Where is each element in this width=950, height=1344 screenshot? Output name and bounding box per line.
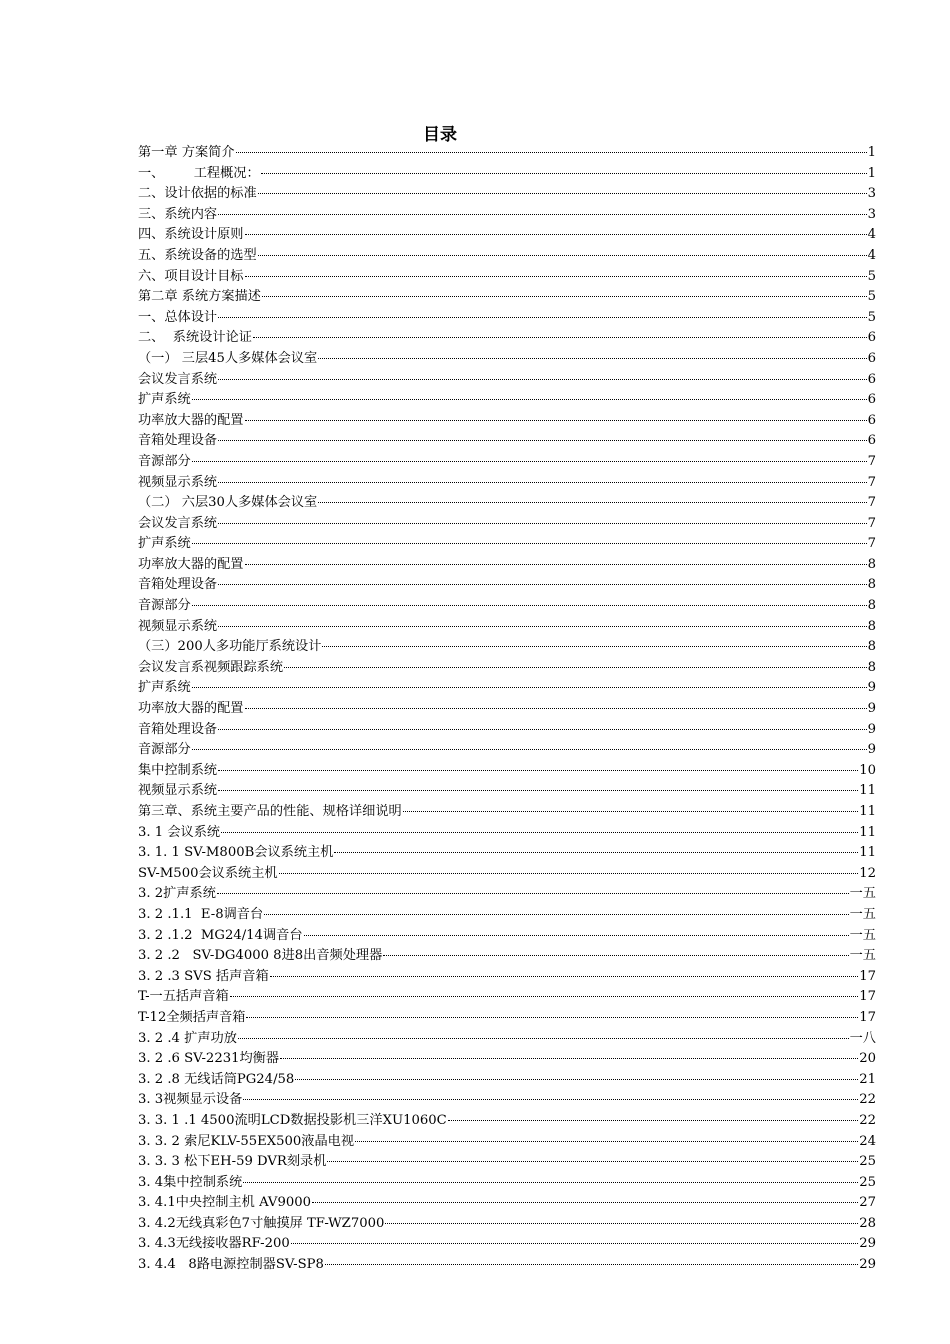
toc-entry-page-number: 9: [867, 701, 876, 717]
dot-leader: [245, 233, 867, 235]
toc-entry[interactable]: [138, 184, 876, 205]
toc-entry-page-number: 一八: [849, 1030, 876, 1046]
toc-entry-label: 音箱处理设备: [138, 577, 218, 593]
toc-entry-label: 3. 2 .3 SVS 括声音箱: [138, 968, 269, 984]
toc-entry-label: 视频显示系统: [138, 474, 218, 490]
toc-entry-page-number: 4: [867, 227, 876, 243]
toc-entry-label: T-一五括声音箱: [138, 989, 229, 1005]
toc-entry-label: 一、总体设计: [138, 309, 218, 325]
toc-entry-page-number: 21: [859, 1071, 876, 1087]
toc-entry[interactable]: [138, 555, 876, 576]
toc-entry-page-number: 7: [867, 495, 876, 511]
toc-entry-label: 功率放大器的配置: [138, 701, 244, 717]
toc-entry-page-number: 11: [859, 804, 876, 819]
dot-leader: [192, 460, 867, 462]
toc-entry[interactable]: [138, 390, 876, 411]
toc-entry-label: （二） 六层30人多媒体会议室: [138, 495, 318, 511]
dot-leader: [258, 192, 867, 194]
dot-leader: [245, 419, 867, 421]
toc-entry[interactable]: [138, 1193, 876, 1214]
toc-entry[interactable]: [138, 781, 876, 802]
toc-entry-page-number: 8: [867, 598, 876, 614]
dot-leader: [192, 398, 867, 400]
dot-leader: [264, 913, 848, 915]
toc-entry[interactable]: [138, 1173, 876, 1194]
toc-entry-label: 3. 2 .6 SV-2231均衡器: [138, 1051, 280, 1067]
toc-entry-page-number: 6: [867, 433, 876, 449]
toc-entry-label: 音源部分: [138, 742, 191, 758]
dot-leader: [385, 1222, 858, 1224]
toc-entry[interactable]: [138, 967, 876, 988]
toc-entry-page-number: 8: [867, 577, 876, 593]
toc-entry[interactable]: [138, 1152, 876, 1173]
toc-entry-page-number: 20: [859, 1051, 876, 1067]
toc-entry-label: 六、项目设计目标: [138, 268, 244, 284]
toc-entry-page-number: 一五: [849, 948, 876, 964]
toc-entry-label: 3. 2 .2 SV-DG4000 8进8出音频处理器: [138, 948, 383, 964]
toc-entry[interactable]: [138, 473, 876, 494]
dot-leader: [334, 851, 858, 853]
dot-leader: [192, 686, 867, 688]
dot-leader: [218, 789, 858, 791]
toc-entry[interactable]: [138, 328, 876, 349]
toc-entry-label: 音源部分: [138, 453, 191, 469]
toc-entry-page-number: 6: [867, 412, 876, 428]
toc-entry-label: 3. 3. 1 .1 4500流明LCD数据投影机三洋XU1060C: [138, 1112, 447, 1128]
toc-entry-page-number: 12: [859, 865, 876, 881]
dot-leader: [284, 666, 867, 668]
dot-leader: [192, 604, 867, 606]
toc-entry-page-number: 29: [859, 1236, 876, 1252]
toc-entry-label: 3. 4.3无线接收器RF-200: [138, 1236, 290, 1252]
dot-leader: [218, 213, 866, 215]
toc-entry[interactable]: [138, 452, 876, 473]
toc-entry-page-number: 一五: [849, 906, 876, 922]
dot-leader: [192, 542, 867, 544]
toc-entry[interactable]: [138, 699, 876, 720]
toc-entry[interactable]: [138, 843, 876, 864]
toc-entry[interactable]: [138, 287, 876, 308]
toc-entry-label: 3. 4.4 8路电源控制器SV-SP8: [138, 1257, 324, 1273]
toc-entry-page-number: 7: [867, 536, 876, 552]
toc-entry-page-number: 25: [859, 1174, 876, 1190]
toc-entry[interactable]: [138, 431, 876, 452]
toc-entry-label: 扩声系统: [138, 680, 191, 696]
toc-entry-page-number: 8: [867, 618, 876, 634]
dot-leader: [327, 1160, 858, 1162]
toc-entry-label: 3. 4集中控制系统: [138, 1174, 243, 1190]
dot-leader: [258, 254, 867, 256]
toc-entry[interactable]: [138, 637, 876, 658]
dot-leader: [217, 892, 849, 894]
toc-entry-label: 音箱处理设备: [138, 721, 218, 737]
toc-entry-page-number: 17: [859, 1009, 876, 1025]
toc-entry-page-number: 3: [867, 206, 876, 222]
toc-entry-page-number: 9: [867, 680, 876, 696]
toc-entry-label: 第二章 系统方案描述: [138, 289, 261, 305]
toc-entry-page-number: 5: [867, 268, 876, 284]
toc-entry-label: 3. 3视频显示设备: [138, 1092, 243, 1108]
toc-entry-label: T-12全频括声音箱: [138, 1009, 246, 1025]
dot-leader: [279, 872, 859, 874]
dot-leader: [218, 583, 866, 585]
toc-entry-label: 视频显示系统: [138, 618, 218, 634]
toc-entry-page-number: 11: [859, 824, 876, 840]
dot-leader: [230, 995, 859, 997]
toc-entry-label: 3. 2 .1.2 MG24/14调音台: [138, 927, 303, 943]
dot-leader: [245, 707, 867, 709]
toc-entry-page-number: 28: [859, 1215, 876, 1231]
toc-entry[interactable]: [138, 1070, 876, 1091]
toc-entry-page-number: 17: [859, 989, 876, 1005]
toc-entry-page-number: 11: [859, 845, 876, 861]
toc-entry[interactable]: [138, 1234, 876, 1255]
dot-leader: [245, 275, 867, 277]
toc-entry-label: 功率放大器的配置: [138, 412, 244, 428]
toc-entry[interactable]: [138, 349, 876, 370]
toc-entry-page-number: 5: [867, 309, 876, 325]
toc-entry-page-number: 一五: [849, 886, 876, 902]
dot-leader: [218, 769, 858, 771]
toc-entry[interactable]: [138, 596, 876, 617]
toc-entry-label: 三、系统内容: [138, 206, 218, 222]
toc-entry-page-number: 5: [867, 289, 876, 305]
dot-leader: [218, 625, 866, 627]
toc-entry-page-number: 8: [867, 556, 876, 572]
dot-leader: [262, 295, 867, 297]
toc-entry-label: 第三章、系统主要产品的性能、规格详细说明: [138, 804, 402, 819]
toc-entry-label: 扩声系统: [138, 392, 191, 408]
toc-entry-label: （三）200人多功能厅系统设计: [138, 639, 322, 655]
dot-leader: [312, 1201, 858, 1203]
dot-leader: [218, 316, 866, 318]
dot-leader: [280, 1057, 858, 1059]
toc-entry-label: 3. 2扩声系统: [138, 886, 216, 902]
toc-entry-page-number: 22: [859, 1092, 876, 1108]
dot-leader: [246, 1016, 858, 1018]
toc-entry[interactable]: [138, 1029, 876, 1050]
dot-leader: [270, 975, 859, 977]
toc-entry-label: 五、系统设备的选型: [138, 247, 257, 263]
toc-entry-label: 二、设计依据的标准: [138, 186, 257, 202]
toc-entry[interactable]: [138, 411, 876, 432]
toc-entry-label: 会议发言系视频跟踪系统: [138, 659, 284, 675]
toc-entry-label: 视频显示系统: [138, 783, 218, 799]
toc-entry-page-number: 1: [867, 145, 876, 160]
toc-entry-page-number: 7: [867, 474, 876, 490]
toc-entry-label: （一） 三层45人多媒体会议室: [138, 350, 318, 366]
toc-entry[interactable]: [138, 740, 876, 761]
toc-entry-label: 第一章 方案简介: [138, 145, 235, 160]
toc-entry[interactable]: [138, 1090, 876, 1111]
dot-leader: [238, 1037, 849, 1039]
toc-entry-label: 3. 2 .1.1 E-8调音台: [138, 906, 264, 922]
toc-entry[interactable]: [138, 267, 876, 288]
dot-leader: [243, 1181, 858, 1183]
toc-entry-page-number: 24: [859, 1133, 876, 1149]
dot-leader: [221, 831, 858, 833]
toc-entry[interactable]: [138, 205, 876, 226]
toc-entry-page-number: 1: [867, 165, 876, 181]
toc-entry-label: 3. 1. 1 SV-M800B会议系统主机: [138, 845, 334, 861]
toc-entry[interactable]: [138, 143, 876, 164]
toc-entry[interactable]: [138, 1008, 876, 1029]
toc-entry-label: 功率放大器的配置: [138, 556, 244, 572]
toc-entry[interactable]: [138, 658, 876, 679]
toc-entry-page-number: 29: [859, 1257, 876, 1273]
toc-entry-label: 四、系统设计原则: [138, 227, 244, 243]
toc-entry[interactable]: [138, 678, 876, 699]
toc-entry[interactable]: [138, 1132, 876, 1153]
page-title: 目录: [423, 125, 457, 145]
toc-entry[interactable]: [138, 308, 876, 329]
toc-entry-label: 3. 4.2无线真彩色7寸触摸屏 TF-WZ7000: [138, 1215, 385, 1231]
dot-leader: [318, 501, 866, 503]
toc-entry-page-number: 11: [859, 783, 876, 799]
toc-entry-page-number: 6: [867, 330, 876, 346]
dot-leader: [245, 563, 867, 565]
toc-entry[interactable]: [138, 864, 876, 885]
dot-leader: [192, 748, 867, 750]
toc-entry-page-number: 17: [859, 968, 876, 984]
toc-entry[interactable]: [138, 575, 876, 596]
dot-leader: [291, 1242, 858, 1244]
dot-leader: [253, 336, 867, 338]
toc-entry-label: 二、 系统设计论证: [138, 330, 252, 346]
table-of-contents: [138, 143, 876, 1276]
dot-leader: [218, 439, 866, 441]
toc-entry-label: 音箱处理设备: [138, 433, 218, 449]
dot-leader: [218, 481, 866, 483]
toc-entry-label: 音源部分: [138, 598, 191, 614]
dot-leader: [218, 728, 866, 730]
dot-leader: [218, 522, 866, 524]
dot-leader: [236, 151, 867, 153]
toc-entry-page-number: 8: [867, 659, 876, 675]
dot-leader: [403, 810, 858, 812]
toc-entry-page-number: 6: [867, 371, 876, 387]
dot-leader: [243, 1098, 858, 1100]
toc-entry-label: SV-M500会议系统主机: [138, 865, 278, 881]
toc-entry[interactable]: [138, 493, 876, 514]
toc-entry-page-number: 9: [867, 721, 876, 737]
dot-leader: [304, 934, 849, 936]
toc-entry[interactable]: [138, 823, 876, 844]
toc-entry-page-number: 8: [867, 639, 876, 655]
toc-entry-page-number: 3: [867, 186, 876, 202]
toc-entry-page-number: 9: [867, 742, 876, 758]
toc-entry[interactable]: [138, 884, 876, 905]
dot-leader: [322, 645, 866, 647]
toc-entry-label: 3. 2 .8 无线话筒PG24/58: [138, 1071, 295, 1087]
toc-entry[interactable]: [138, 617, 876, 638]
toc-entry-label: 3. 1 会议系统: [138, 824, 221, 840]
toc-entry-label: 3. 2 .4 扩声功放: [138, 1030, 237, 1046]
toc-entry-label: 集中控制系统: [138, 762, 218, 778]
toc-entry-label: 扩声系统: [138, 536, 191, 552]
toc-entry[interactable]: [138, 946, 876, 967]
toc-entry[interactable]: [138, 225, 876, 246]
dot-leader: [218, 378, 866, 380]
toc-entry-label: 一、 工程概况：: [138, 165, 260, 181]
toc-entry[interactable]: [138, 514, 876, 535]
toc-entry[interactable]: [138, 987, 876, 1008]
toc-entry[interactable]: [138, 1255, 876, 1276]
toc-entry-label: 会议发言系统: [138, 371, 218, 387]
toc-entry-label: 3. 3. 2 索尼KLV-55EX500液晶电视: [138, 1133, 355, 1149]
toc-entry[interactable]: [138, 534, 876, 555]
toc-entry[interactable]: [138, 1049, 876, 1070]
dot-leader: [318, 357, 866, 359]
dot-leader: [325, 1263, 858, 1265]
toc-entry-page-number: 10: [859, 762, 876, 778]
dot-leader: [355, 1140, 858, 1142]
toc-entry-page-number: 一五: [849, 927, 876, 943]
toc-entry-page-number: 7: [867, 453, 876, 469]
toc-entry-page-number: 6: [867, 392, 876, 408]
toc-entry[interactable]: [138, 761, 876, 782]
toc-entry[interactable]: [138, 926, 876, 947]
toc-entry[interactable]: [138, 720, 876, 741]
dot-leader: [448, 1119, 858, 1121]
toc-entry-page-number: 22: [859, 1112, 876, 1128]
toc-entry[interactable]: [138, 164, 876, 185]
toc-entry-label: 会议发言系统: [138, 515, 218, 531]
toc-entry-label: 3. 3. 3 松下EH-59 DVR刻录机: [138, 1154, 327, 1170]
toc-entry[interactable]: [138, 1111, 876, 1132]
toc-entry-page-number: 6: [867, 350, 876, 366]
toc-entry[interactable]: [138, 905, 876, 926]
toc-entry[interactable]: [138, 370, 876, 391]
toc-entry-label: 3. 4.1中央控制主机 AV9000: [138, 1195, 312, 1211]
toc-entry-page-number: 4: [867, 247, 876, 263]
toc-entry-page-number: 27: [859, 1195, 876, 1211]
toc-entry-page-number: 7: [867, 515, 876, 531]
toc-entry-page-number: 25: [859, 1154, 876, 1170]
dot-leader: [383, 954, 848, 956]
toc-entry[interactable]: [138, 802, 876, 823]
dot-leader: [261, 172, 867, 174]
toc-entry[interactable]: [138, 1214, 876, 1235]
toc-entry[interactable]: [138, 246, 876, 267]
dot-leader: [295, 1078, 858, 1080]
